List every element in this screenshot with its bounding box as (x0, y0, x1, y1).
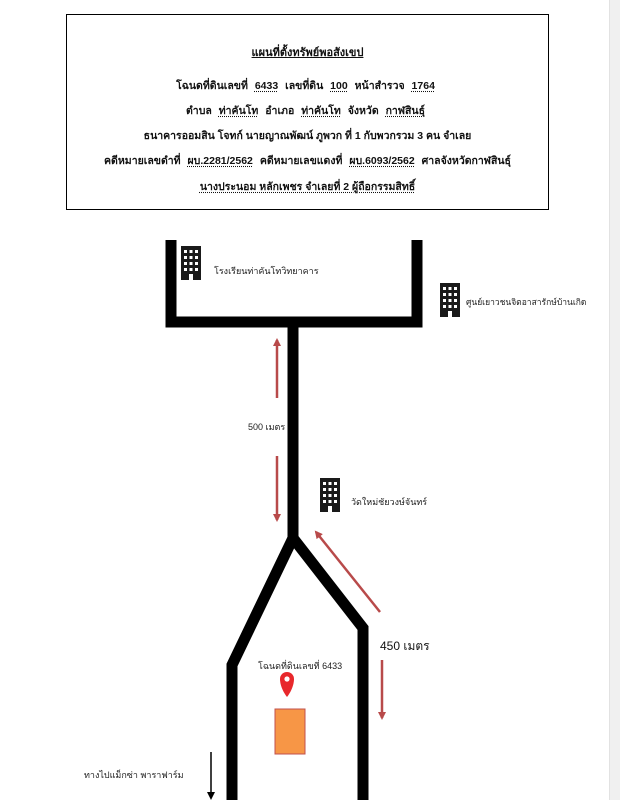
parcel-label: โฉนดที่ดินเลขที่ 6433 (258, 661, 343, 671)
map-title: แผนที่ตั้งทรัพย์พอสังเขป (251, 47, 364, 59)
distance-upper-label: 500 เมตร (248, 422, 286, 432)
owner-name: นางประนอม หลักเพชร จำเลยที่ 2 ผู้ถือกรรมสิทธิ์ (199, 181, 416, 193)
amphoe-prefix: อำเภอ (265, 105, 295, 117)
red-case-number: ผบ.6093/2562 (349, 155, 415, 167)
wat-label: วัดใหม่ชัยวงษ์จันทร์ (351, 497, 428, 507)
wat-building-icon (320, 478, 340, 512)
survey-prefix: หน้าสำรวจ (354, 80, 405, 92)
deed-prefix: โฉนดที่ดินเลขที่ (176, 80, 248, 92)
school-label: โรงเรียนท่าคันโทวิทยาคาร (214, 266, 319, 276)
province-value: กาฬสินธุ์ (385, 105, 425, 117)
amphoe-value: ท่าคันโท (301, 105, 341, 117)
red-case-prefix: คดีหมายเลขแดงที่ (259, 155, 343, 167)
school-building-icon (181, 246, 201, 280)
land-number: 100 (330, 80, 348, 92)
tambon-prefix: ตำบล (185, 105, 212, 117)
direction-label: ทางไปแม็กซ่า พาราฟาร์ม (84, 770, 184, 780)
court-name: ศาลจังหวัดกาฬสินธุ์ (421, 155, 511, 167)
black-case-prefix: คดีหมายเลขดำที่ (104, 155, 181, 167)
center-building-icon (440, 283, 460, 317)
survey-number: 1764 (411, 80, 435, 92)
location-pin-icon (280, 672, 294, 697)
tambon-value: ท่าคันโท (218, 105, 259, 117)
parties-line: ธนาคารออมสิน โจทก์ นายญาณพัฒน์ ภูพวก ที่ 1 กับพวกรวม 3 คน จำเลย (143, 130, 472, 142)
province-prefix: จังหวัด (347, 105, 379, 117)
center-label: ศูนย์เยาวชนจิตอาสารักษ์บ้านเกิด (466, 297, 587, 307)
distance-lower-label: 450 เมตร (380, 639, 430, 653)
deed-number: 6433 (254, 80, 279, 92)
black-case-number: ผบ.2281/2562 (187, 155, 253, 167)
land-parcel (275, 709, 305, 754)
road-upper-t (171, 240, 417, 322)
land-prefix: เลขที่ดิน (285, 80, 324, 92)
